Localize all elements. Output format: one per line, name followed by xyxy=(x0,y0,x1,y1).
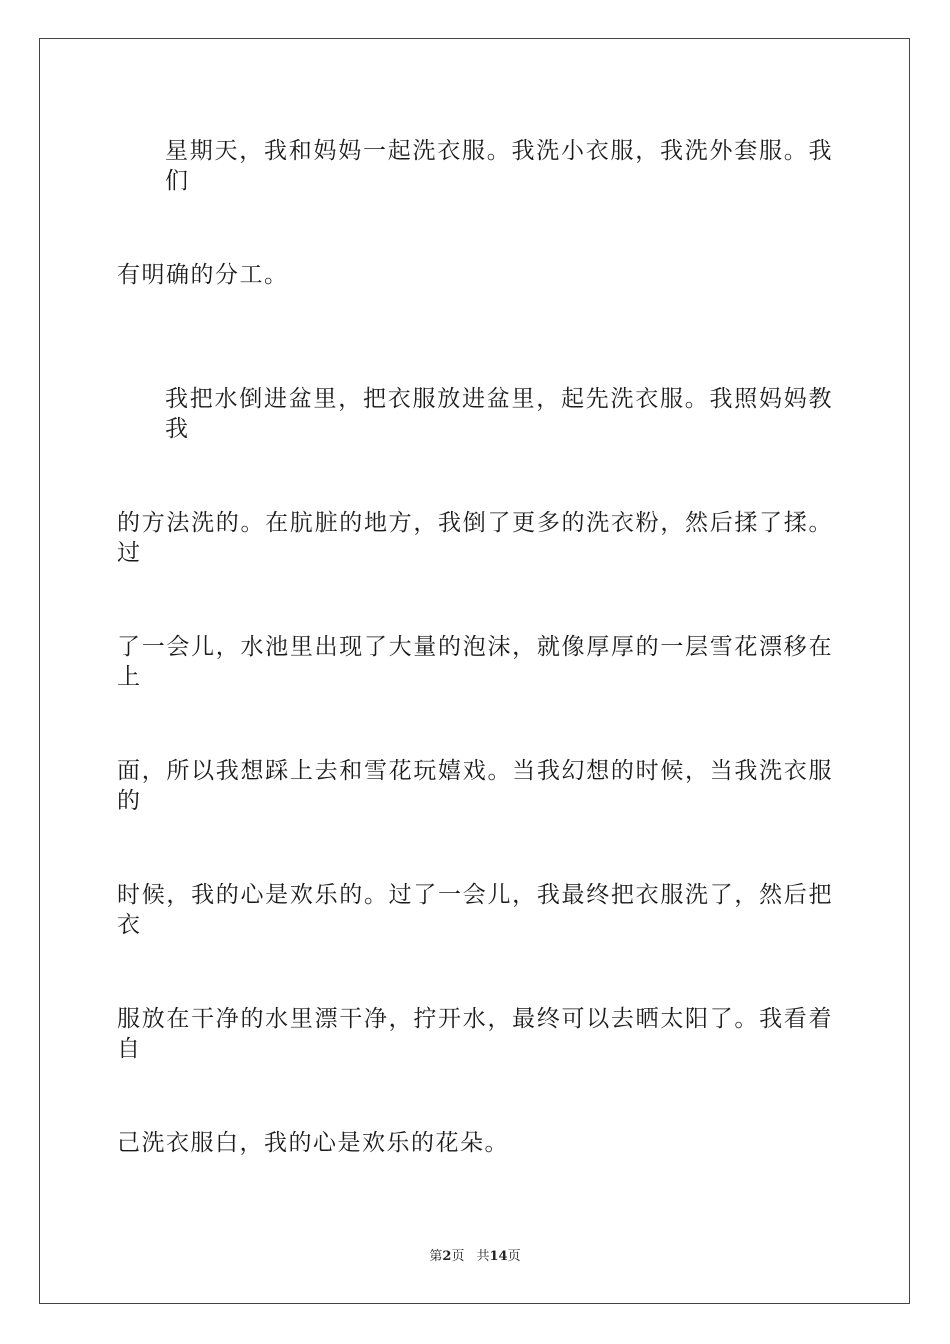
page-footer xyxy=(0,1248,950,1266)
page-border xyxy=(39,38,910,1304)
paragraph-2-line-3: 了一会儿，水池里出现了大量的泡沫，就像厚厚的一层雪花漂移在上 xyxy=(117,634,833,690)
total-pages-number: 14 xyxy=(489,1249,508,1264)
total-prefix: 共 xyxy=(476,1249,490,1264)
paragraph-2-line-6: 服放在干净的水里漂干净，拧开水，最终可以去晒太阳了。我看着自 xyxy=(117,1006,833,1062)
paragraph-2-line-1: 我把水倒进盆里，把衣服放进盆里，起先洗衣服。我照妈妈教我 xyxy=(165,386,833,442)
page-suffix: 页 xyxy=(451,1249,465,1264)
paragraph-2-line-5: 时候，我的心是欢乐的。过了一会儿，我最终把衣服洗了，然后把衣 xyxy=(117,882,833,938)
paragraph-1-line-2: 有明确的分工。 xyxy=(117,262,289,288)
current-page-number: 2 xyxy=(442,1249,452,1264)
paragraph-2-line-4: 面，所以我想踩上去和雪花玩嬉戏。当我幻想的时候，当我洗衣服的 xyxy=(117,758,833,814)
paragraph-2-line-2: 的方法洗的。在肮脏的地方，我倒了更多的洗衣粉，然后揉了揉。过 xyxy=(117,510,833,566)
paragraph-1-line-1: 星期天，我和妈妈一起洗衣服。我洗小衣服，我洗外套服。我们 xyxy=(165,138,833,194)
paragraph-2-line-7: 己洗衣服白，我的心是欢乐的花朵。 xyxy=(117,1130,509,1156)
total-suffix: 页 xyxy=(507,1249,521,1264)
page-prefix: 第 xyxy=(429,1249,443,1264)
